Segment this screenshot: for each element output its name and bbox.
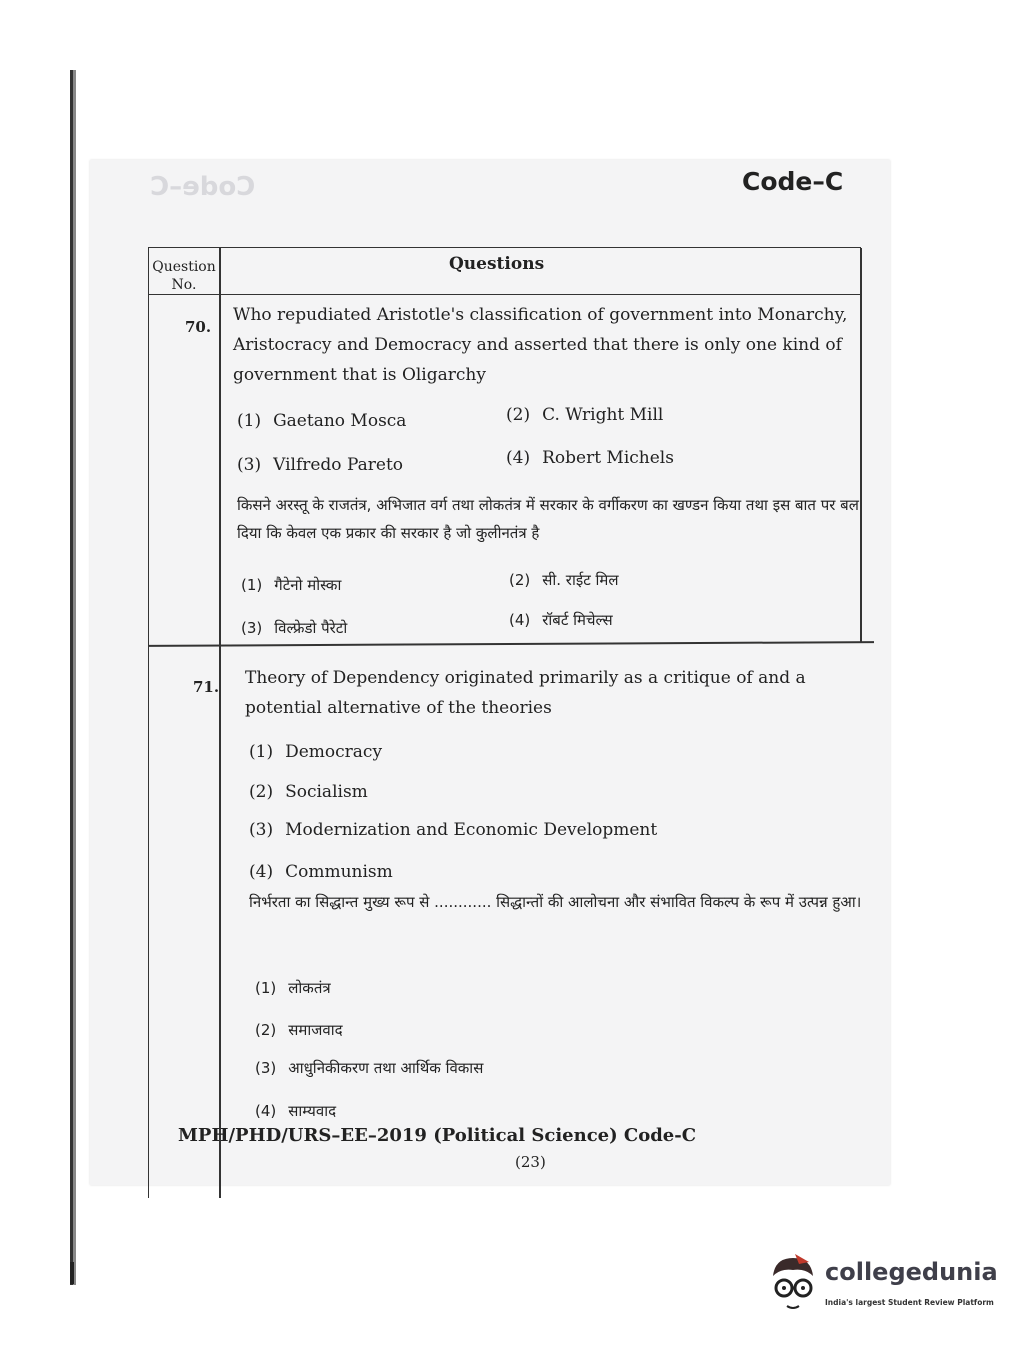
option-number: (1) (237, 411, 262, 431)
option-label: Communism (285, 862, 393, 882)
option-number: (4) (506, 448, 531, 468)
option-number: (2) (509, 571, 531, 589)
logo-wordmark: collegedunia (825, 1258, 998, 1286)
option-label: लोकतंत्र (288, 979, 331, 997)
option-label: रॉबर्ट मिचेल्स (542, 611, 613, 629)
option-number: (1) (241, 576, 263, 594)
table-right-border (860, 248, 862, 643)
option-hi-1 (241, 575, 341, 595)
option-label: Socialism (285, 782, 368, 802)
option-hi-2 (255, 1020, 343, 1040)
option-hi-3 (241, 618, 347, 638)
option-label: साम्यवाद (288, 1102, 337, 1120)
option-number: (2) (255, 1021, 277, 1039)
option-number: (4) (509, 611, 531, 629)
option-hi-4 (255, 1101, 336, 1121)
option-hi-3 (255, 1058, 483, 1078)
question-table (148, 247, 861, 1198)
option-label: समाजवाद (288, 1021, 343, 1039)
option-en-4 (249, 862, 393, 882)
option-en-1 (237, 411, 406, 431)
option-number: (4) (249, 862, 274, 882)
bleed-through-code: Code–C (150, 172, 256, 202)
option-en-2 (506, 405, 663, 425)
option-label: Robert Michels (542, 448, 674, 468)
option-label: Modernization and Economic Development (285, 820, 658, 840)
option-label: गैटेनो मोस्का (274, 576, 342, 594)
question-number: 71. (193, 678, 220, 696)
scan-bottom-edge (70, 1262, 74, 1284)
option-label: Vilfredo Pareto (273, 455, 404, 475)
option-label: आधुनिकीकरण तथा आर्थिक विकास (288, 1059, 484, 1077)
exam-footer: MPH/PHD/URS–EE–2019 (Political Science) Code-C (178, 1125, 697, 1146)
option-en-4 (506, 448, 674, 468)
option-en-3 (237, 455, 403, 475)
row-divider (149, 641, 874, 646)
option-en-1 (249, 742, 382, 762)
option-number: (1) (249, 742, 274, 762)
option-label: Gaetano Mosca (273, 411, 407, 431)
column-header-question-no: Question No. (152, 259, 216, 293)
option-number: (3) (255, 1059, 277, 1077)
column-header-questions: Questions (449, 254, 545, 274)
option-hi-4 (509, 610, 613, 630)
page-number: (23) (515, 1153, 546, 1171)
mascot-icon (765, 1252, 821, 1320)
option-label: सी. राईट मिल (542, 571, 619, 589)
option-number: (3) (237, 455, 262, 475)
scan-left-edge (70, 70, 76, 1285)
option-number: (3) (241, 619, 263, 637)
option-label: C. Wright Mill (542, 405, 664, 425)
logo-tagline: India's largest Student Review Platform (825, 1298, 994, 1307)
question-text-en: Theory of Dependency originated primarily as a critique of and a potential alternative of the theories (245, 668, 806, 718)
question-text-hi: निर्भरता का सिद्धान्त मुख्य रूप से ............ सिद्धान्तों की आलोचना और संभावित विकल्प के रूप में उत्पन्न हुआ। (249, 893, 862, 911)
option-number: (2) (249, 782, 274, 802)
option-en-3 (249, 820, 657, 840)
question-text-hi: किसने अरस्तू के राजतंत्र, अभिजात वर्ग तथा लोकतंत्र में सरकार के वर्गीकरण का खण्डन किया तथा इस बात पर बल दिया कि केवल एक प्रकार की सरकार है जो कुलीनतंत्र है (237, 496, 859, 542)
option-hi-2 (509, 570, 619, 590)
question-number: 70. (185, 318, 212, 336)
column-divider (219, 248, 221, 1198)
option-label: Democracy (285, 742, 383, 762)
code-header: Code–C (742, 167, 844, 196)
option-number: (2) (506, 405, 531, 425)
question-text-en: Who repudiated Aristotle's classification of government into Monarchy, Aristocracy and Democracy and asserted that there is only one kind of government that is Oligarchy (233, 305, 848, 385)
option-label: विल्फ्रेडो पैरेटो (274, 619, 348, 637)
option-en-2 (249, 782, 368, 802)
option-number: (1) (255, 979, 277, 997)
option-number: (4) (255, 1102, 277, 1120)
option-hi-1 (255, 978, 331, 998)
option-number: (3) (249, 820, 274, 840)
collegedunia-logo (765, 1252, 998, 1322)
table-header-row (149, 248, 861, 295)
